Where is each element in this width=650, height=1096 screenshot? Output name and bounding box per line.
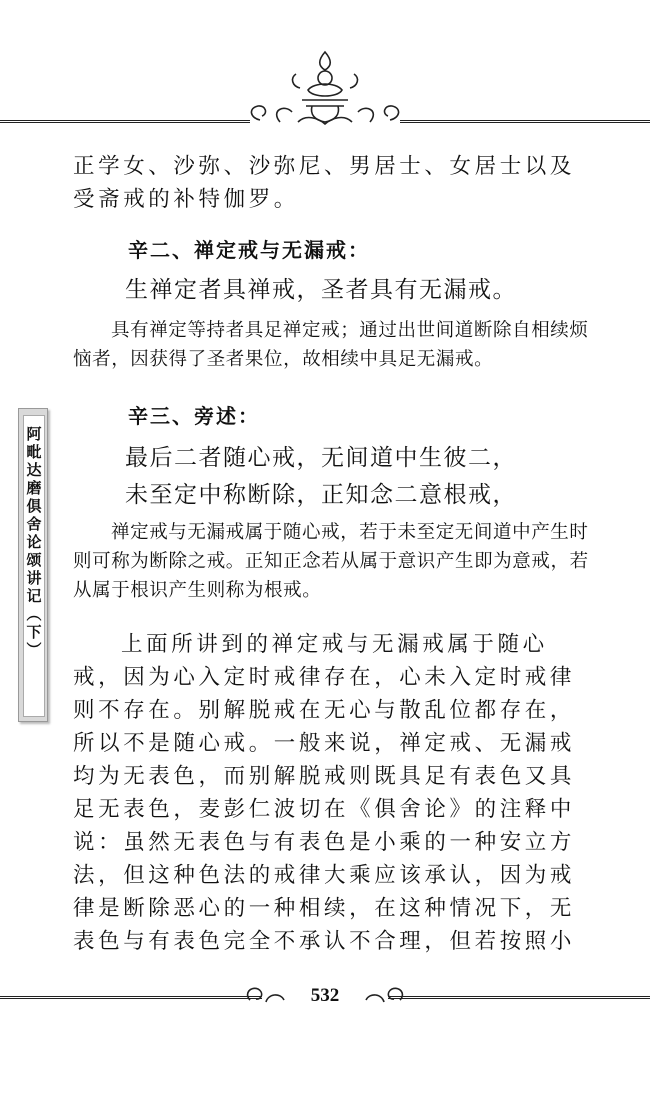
verse-1: 生禅定者具禅戒，圣者具有无漏戒。 — [125, 277, 517, 303]
section-heading-1: 辛二、禅定戒与无漏戒： — [128, 238, 370, 262]
verse-2-line-1: 最后二者随心戒，无间道中生彼二， — [125, 445, 517, 471]
verse-2-line-2: 未至定中称断除，正知念二意根戒， — [125, 482, 517, 508]
body-paragraph-top: 正学女、沙弥、沙弥尼、男居士、女居士以及受斋戒的补特伽罗。 — [73, 154, 576, 212]
body-paragraph-main: 上面所讲到的禅定戒与无漏戒属于随心戒，因为心入定时戒律存在，心未入定时戒律则不存在。别解脱戒在无心与散乱位都存在，所以不是随心戒。一般来说，禅定戒、无漏戒均为无表色，而别解脱戒则既具足有表色又具足无表色，麦彭仁波切在《俱舍论》的注释中说：虽然无表色与有表色是小乘的一种安立方法，但这种色法的戒律大乘应该承认，因为戒律是断除恶心的一种相续，在这种情况下，无表色与有表色完全不承认不合理，但若按照小 — [73, 632, 576, 954]
section-heading-2: 辛三、旁述： — [128, 404, 260, 428]
side-tab-inner — [23, 415, 45, 717]
footer-rule-left — [0, 996, 262, 999]
header-rule-left — [0, 120, 250, 123]
footer-rule-right — [388, 996, 650, 999]
commentary-2: 禅定戒与无漏戒属于随心戒，若于未至定无间道中产生时则可称为断除之戒。正知正念若从属于意识产生即为意戒，若从属于根识产生则称为根戒。 — [73, 522, 589, 601]
commentary-1: 具有禅定等持者具足禅定戒；通过出世间道断除自相续烦恼者，因获得了圣者果位，故相续中具足无漏戒。 — [73, 320, 589, 370]
top-ornament-icon — [240, 48, 410, 130]
page-number: 532 — [310, 985, 340, 1006]
header-rule-right — [400, 120, 650, 123]
side-book-tab — [18, 408, 48, 722]
side-book-title: 阿毗达磨俱舍论颂讲记（下） — [24, 426, 43, 660]
